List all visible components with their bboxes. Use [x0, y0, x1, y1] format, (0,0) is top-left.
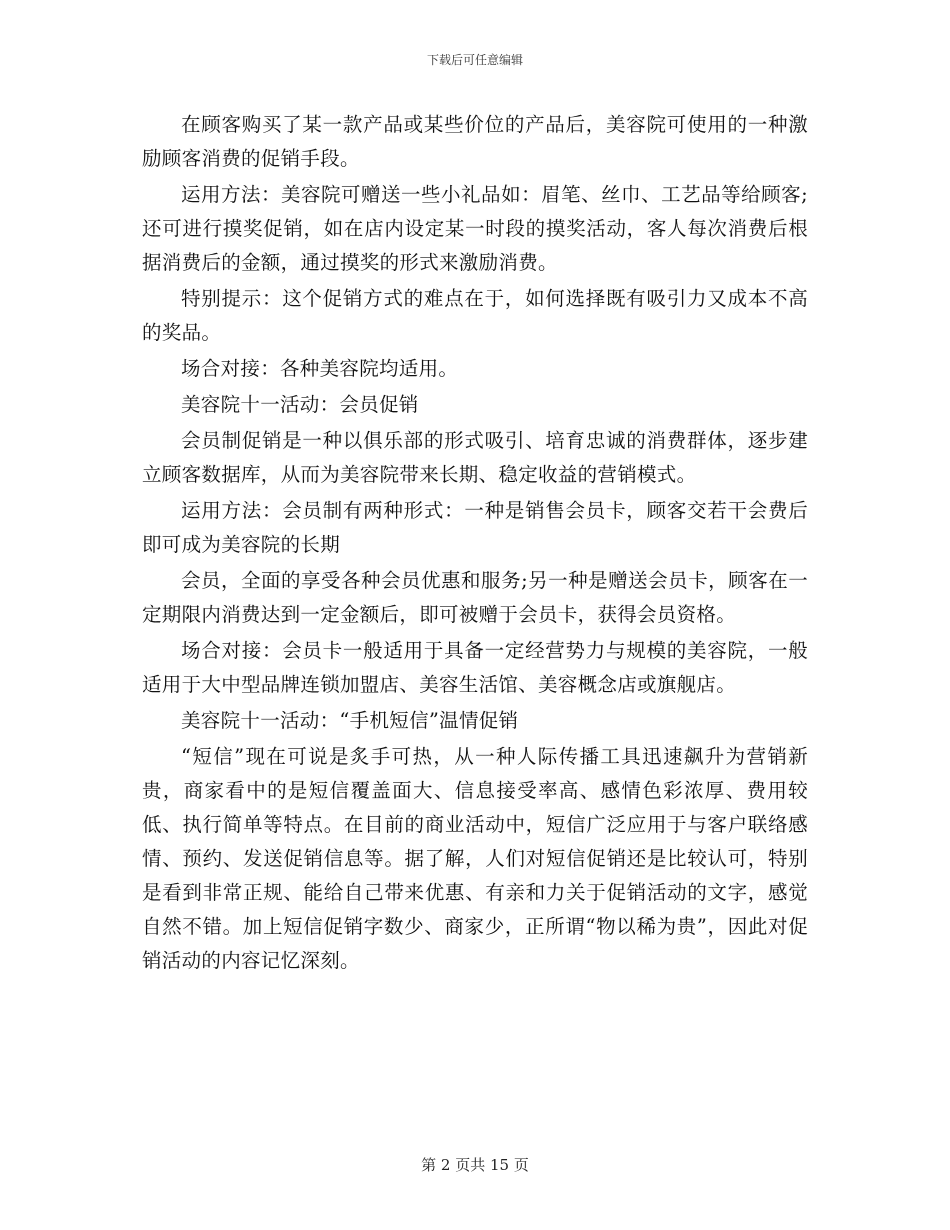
- paragraph: 会员，全面的享受各种会员优惠和服务;另一种是赠送会员卡，顾客在一定期限内消费达到一定金额后，即可被赠于会员卡，获得会员资格。: [142, 569, 808, 626]
- paragraph: 特别提示：这个促销方式的难点在于，如何选择既有吸引力又成本不高的奖品。: [142, 287, 808, 344]
- section-heading: 美容院十一活动：会员促销: [181, 393, 419, 416]
- paragraph: 运用方法：美容院可赠送一些小礼品如：眉笔、丝巾、工艺品等给顾客;还可进行摸奖促销，如在店内设定某一时段的摸奖活动，客人每次消费后根据消费后的金额，通过摸奖的形式来激励消费。: [142, 183, 808, 274]
- paragraph: 会员制促销是一种以俱乐部的形式吸引、培育忠诚的消费群体，逐步建立顾客数据库，从而为美容院带来长期、稳定收益的营销模式。: [142, 429, 808, 486]
- page-header: 下载后可任意编辑: [426, 53, 523, 67]
- page-footer: 第 2 页共 15 页: [421, 1156, 529, 1174]
- paragraph: 运用方法：会员制有两种形式：一种是销售会员卡，顾客交若干会费后即可成为美容院的长期: [142, 499, 808, 556]
- document-body: [142, 108, 808, 980]
- section-heading: 美容院十一活动：“手机短信”温情促销: [181, 709, 519, 732]
- paragraph: 场合对接：各种美容院均适用。: [181, 357, 459, 380]
- paragraph: 场合对接：会员卡一般适用于具备一定经营势力与规模的美容院，一般适用于大中型品牌连锁加盟店、美容生活馆、美容概念店或旗舰店。: [142, 639, 808, 696]
- paragraph: “短信”现在可说是炙手可热，从一种人际传播工具迅速飙升为营销新贵，商家看中的是短信覆盖面大、信息接受率高、感情色彩浓厚、费用较低、执行简单等特点。在目前的商业活动中，短信广泛应用于与客户联络感情、预约、发送促销信息等。据了解，人们对短信促销还是比较认可，特别是看到非常正规、能给自己带来优惠、有亲和力关于促销活动的文字，感觉自然不错。加上短信促销字数少、商家少，正所谓“物以稀为贵”，因此对促销活动的内容记忆深刻。: [142, 745, 808, 972]
- paragraph: 在顾客购买了某一款产品或某些价位的产品后，美容院可使用的一种激励顾客消费的促销手段。: [142, 113, 808, 170]
